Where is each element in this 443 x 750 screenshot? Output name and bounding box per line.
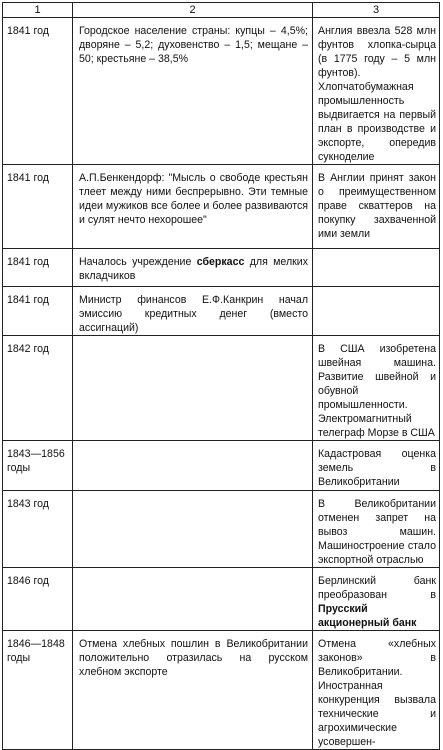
chronology-table	[2, 2, 440, 750]
world-event-cell: В Великобритании отменен запрет на вывоз машин. Машиностроение стало экспортной отраслью	[313, 491, 440, 568]
year-cell: 1842 год	[3, 336, 73, 441]
russia-event-cell: А.П.Бенкендорф: "Мысль о свободе крестьян тлеет между ними беспрерывно. Эти темные идеи мужиков все более и более развиваются и сулят нечто нехорошее"	[73, 165, 313, 249]
table-row	[3, 441, 440, 491]
event-text-bold: Прусский акционерный банк	[318, 603, 417, 629]
event-text: Берлинский банк преобразован в	[318, 575, 436, 601]
column-header-1: 1	[3, 3, 73, 18]
world-event-cell	[313, 568, 440, 631]
world-event-cell	[313, 249, 440, 287]
russia-event-cell	[73, 568, 313, 631]
table-row	[3, 491, 440, 568]
russia-event-cell: Отмена хлебных пошлин в Великобритании положительно отразилась на русском хлебном экспорте	[73, 631, 313, 750]
russia-event-cell	[73, 441, 313, 491]
russia-event-cell	[73, 491, 313, 568]
world-event-cell	[313, 287, 440, 336]
world-event-cell: Англия ввезла 528 млн фунтов хлопка-сырца (в 1775 году – 5 млн фунтов). Хлопчатобумажная промышленность выдвигается на первый план в производстве и экспорте, опередив сукноделие	[313, 18, 440, 165]
year-cell: 1846 год	[3, 568, 73, 631]
year-cell: 1843—1856 годы	[3, 441, 73, 491]
table-row	[3, 287, 440, 336]
year-cell: 1841 год	[3, 18, 73, 165]
event-text: Началось учреждение	[79, 256, 197, 268]
column-header-2: 2	[73, 3, 313, 18]
event-text: для мелких вкладчиков	[79, 256, 308, 282]
world-event-cell: Кадастровая оценка земель в Великобритании	[313, 441, 440, 491]
table-row	[3, 336, 440, 441]
year-cell: 1843 год	[3, 491, 73, 568]
year-cell: 1841 год	[3, 165, 73, 249]
column-header-3: 3	[313, 3, 440, 18]
header-row	[3, 3, 440, 18]
russia-event-cell: Министр финансов Е.Ф.Канкрин начал эмиссию кредитных денег (вместо ассигнаций)	[73, 287, 313, 336]
year-cell: 1841 год	[3, 287, 73, 336]
world-event-cell: В США изобретена швейная машина. Развитие швейной и обувной промышленности. Электромагнитный телеграф Морзе в США	[313, 336, 440, 441]
chronology-table-page	[2, 2, 440, 750]
russia-event-cell	[73, 249, 313, 287]
world-event-cell: Отмена «хлебных законов» в Великобритании. Иностранная конкуренция вызвала технические и агрохимические усовершен-	[313, 631, 440, 750]
table-row	[3, 568, 440, 631]
table-row	[3, 165, 440, 249]
russia-event-cell	[73, 336, 313, 441]
russia-event-cell: Городское население страны: купцы – 4,5%; дворяне – 5,2; духовенство – 1,5; мещане – 50; крестьяне – 38,5%	[73, 18, 313, 165]
table-row	[3, 631, 440, 750]
table-row	[3, 18, 440, 165]
event-text-bold: сберкасс	[196, 256, 245, 268]
table-row	[3, 249, 440, 287]
world-event-cell: В Англии принят закон о преимущественном праве скваттеров на покупку захваченной ими земли	[313, 165, 440, 249]
year-cell: 1846—1848 годы	[3, 631, 73, 750]
year-cell: 1841 год	[3, 249, 73, 287]
